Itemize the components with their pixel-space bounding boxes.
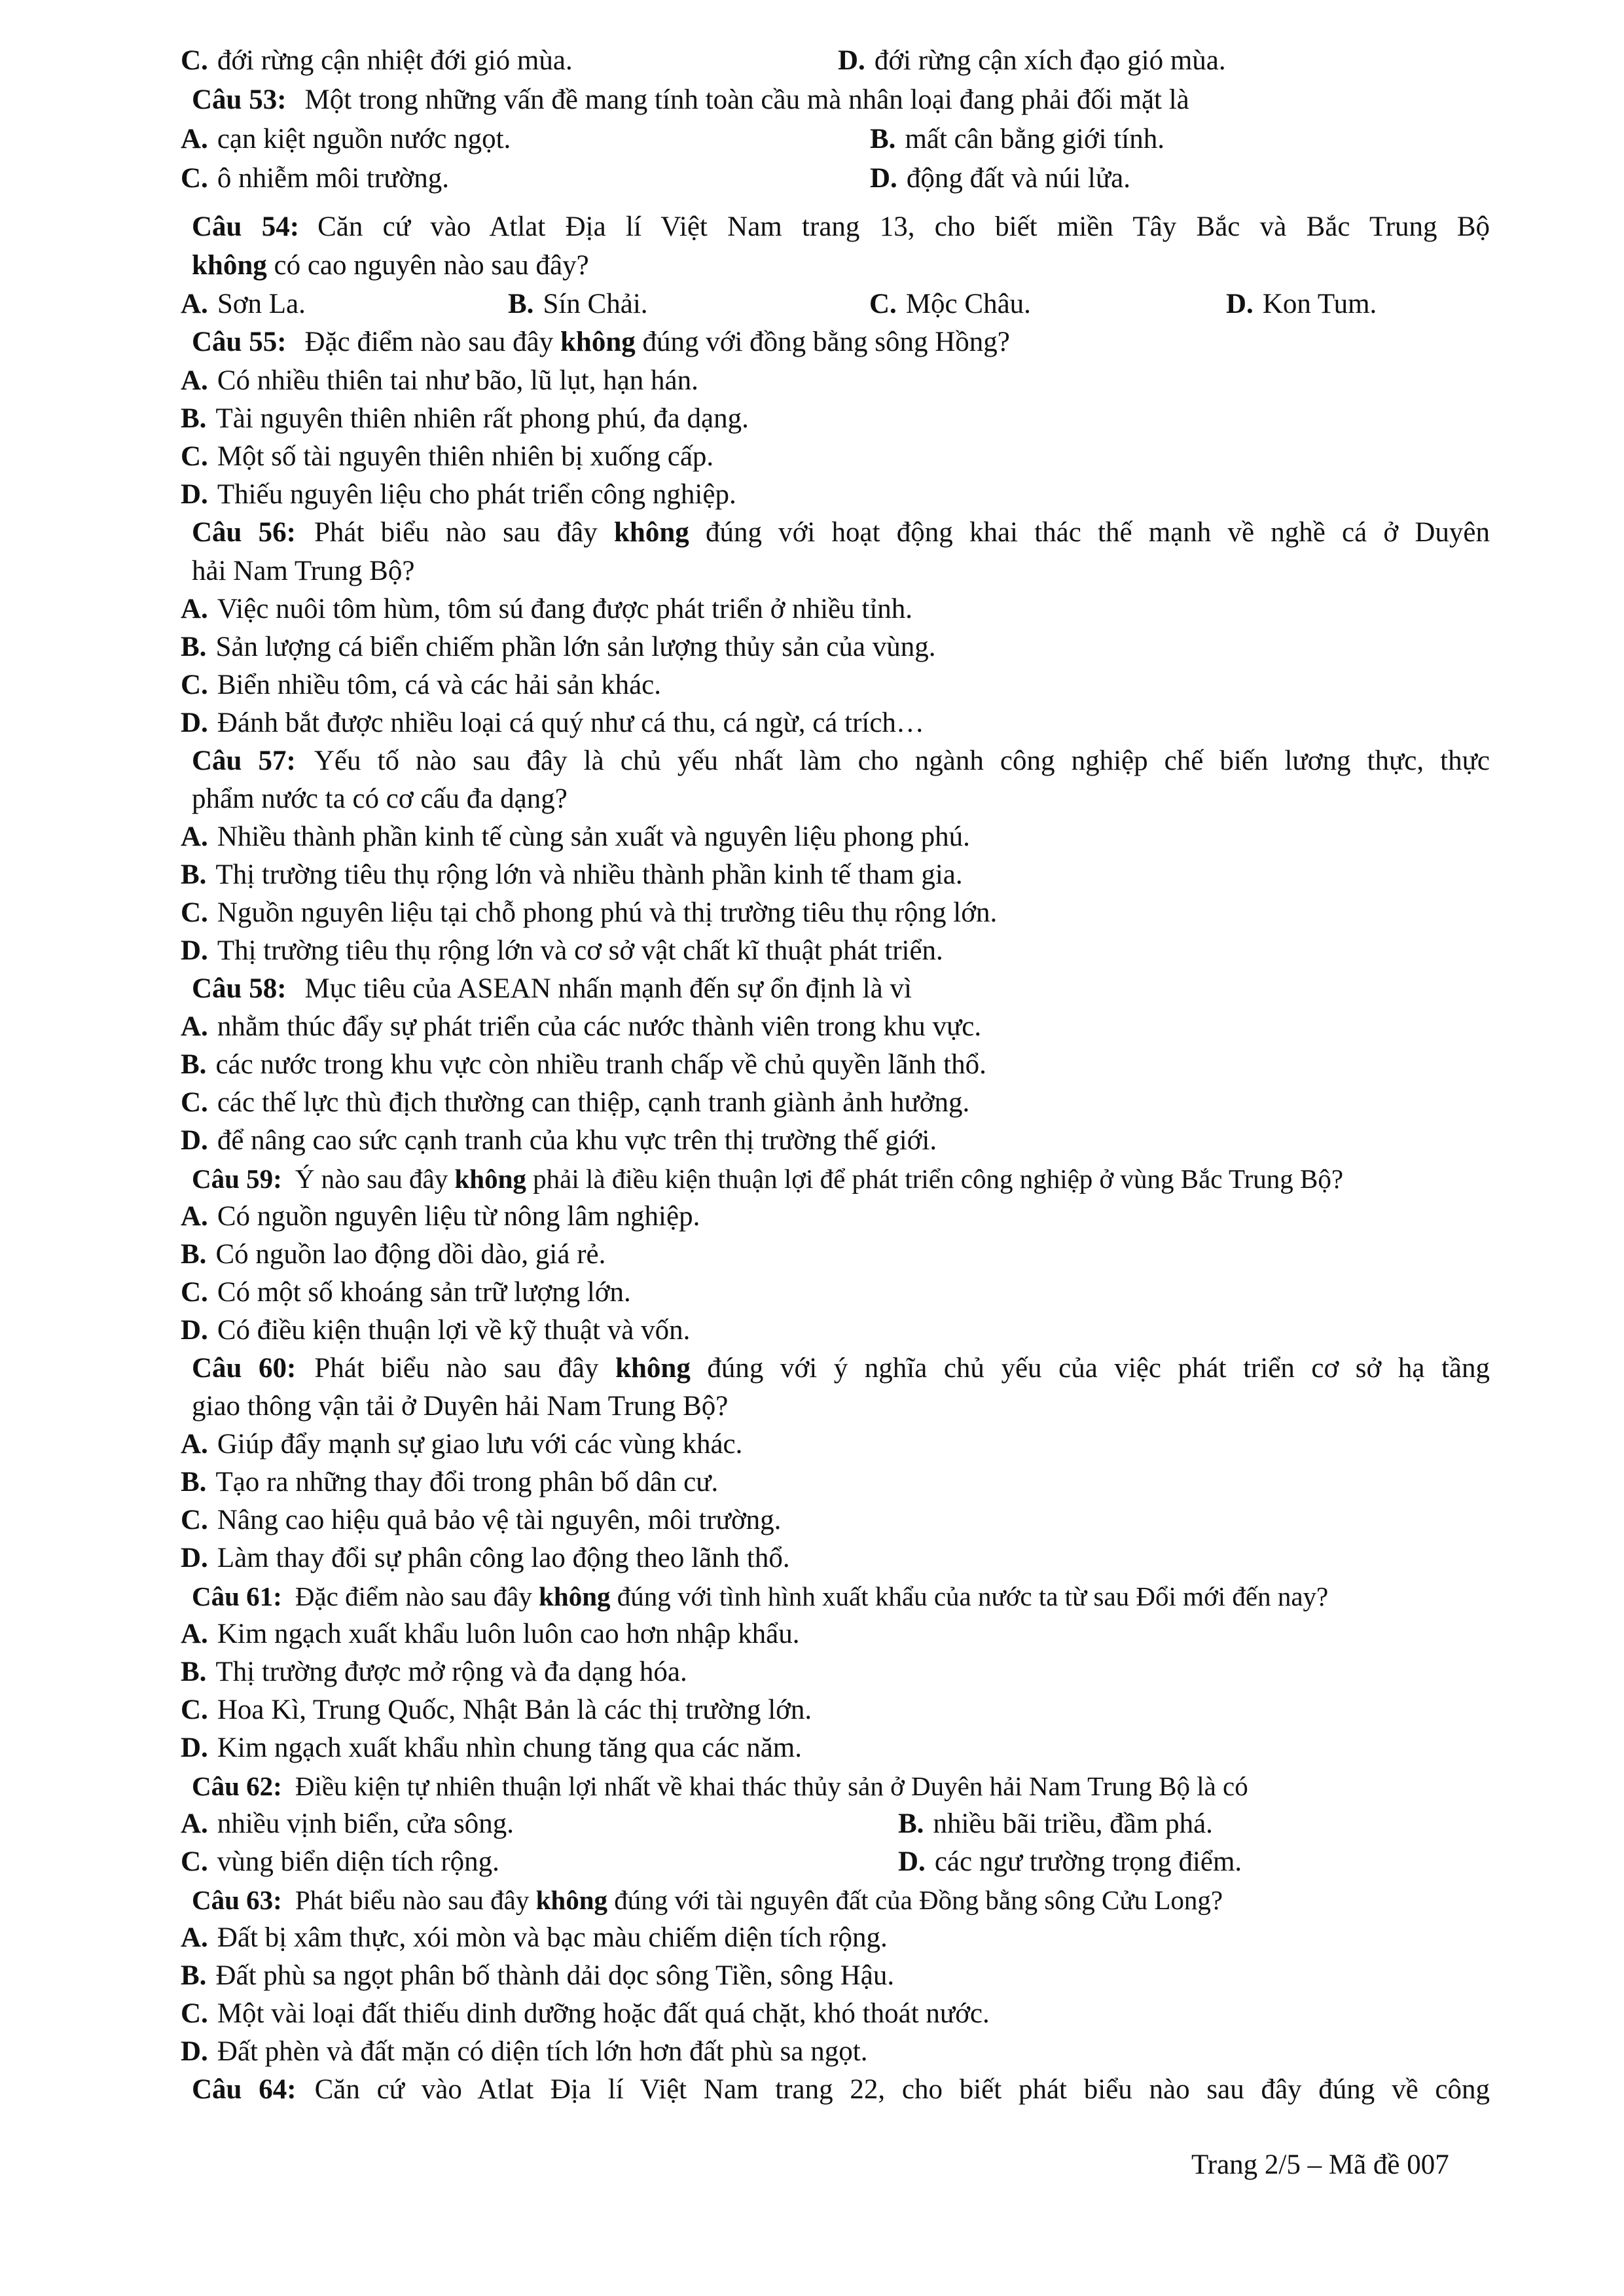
question-57-stem-cont: phẩm nước ta có cơ cấu đa dạng? xyxy=(192,783,568,814)
prev-option-c: C. đới rừng cận nhiệt đới gió mùa. xyxy=(181,45,573,76)
question-55-stem: Câu 55: Đặc điểm nào sau đây không đúng với đồng bằng sông Hồng? xyxy=(192,327,1010,357)
question-58-option-c: C. các thế lực thù địch thường can thiệp, cạnh tranh giành ảnh hưởng. xyxy=(181,1087,970,1118)
question-62-options-row-2 xyxy=(181,1843,1621,1881)
question-63-option-c: C. Một vài loại đất thiếu dinh dưỡng hoặc đất quá chặt, khó thoát nước. xyxy=(181,1998,990,2029)
question-61-stem: Câu 61: Đặc điểm nào sau đây không đúng với tình hình xuất khẩu của nước ta từ sau Đổi mới đến nay? xyxy=(192,1581,1329,1611)
question-60-option-d: D. Làm thay đổi sự phân công lao động theo lãnh thổ. xyxy=(181,1543,790,1573)
question-55-option-b: B. Tài nguyên thiên nhiên rất phong phú, đa dạng. xyxy=(181,403,749,434)
question-54-stem: Câu 54: Căn cứ vào Atlat Địa lí Việt Nam trang 13, cho biết miền Tây Bắc và Bắc Trung Bộ xyxy=(192,211,1490,242)
question-56-option-d: D. Đánh bắt được nhiều loại cá quý như cá thu, cá ngừ, cá trích… xyxy=(181,708,924,738)
question-63-option-b: B. Đất phù sa ngọt phân bố thành dải dọc sông Tiền, sông Hậu. xyxy=(181,1960,895,1991)
option-a: A. cạn kiệt nguồn nước ngọt. xyxy=(181,124,511,154)
option-b: B. Sín Chải. xyxy=(508,289,648,319)
question-60-stem-cont: giao thông vận tải ở Duyên hải Nam Trung Bộ? xyxy=(192,1391,729,1422)
question-63-option-a: A. Đất bị xâm thực, xói mòn và bạc màu chiếm diện tích rộng. xyxy=(181,1922,888,1953)
question-57-stem: Câu 57: Yếu tố nào sau đây là chủ yếu nhất làm cho ngành công nghiệp chế biến lương thực, thực xyxy=(192,745,1490,776)
prev-options-row xyxy=(181,42,1621,80)
question-59-option-d: D. Có điều kiện thuận lợi về kỹ thuật và vốn. xyxy=(181,1315,691,1346)
question-59-option-a: A. Có nguồn nguyên liệu từ nông lâm nghiệp. xyxy=(181,1201,700,1232)
question-57-option-b: B. Thị trường tiêu thụ rộng lớn và nhiều thành phần kinh tế tham gia. xyxy=(181,859,963,890)
question-61-option-a: A. Kim ngạch xuất khẩu luôn luôn cao hơn nhập khẩu. xyxy=(181,1619,800,1649)
question-57-option-c: C. Nguồn nguyên liệu tại chỗ phong phú và thị trường tiêu thụ rộng lớn. xyxy=(181,897,998,928)
question-62-options-row-1 xyxy=(181,1805,1621,1843)
question-58-option-d: D. để nâng cao sức cạnh tranh của khu vực trên thị trường thế giới. xyxy=(181,1125,937,1156)
question-53-options-row-2 xyxy=(181,160,1621,198)
prev-option-d: D. đới rừng cận xích đạo gió mùa. xyxy=(838,45,1226,76)
option-d: D. động đất và núi lửa. xyxy=(870,163,1130,194)
question-53-stem: Câu 53: Một trong những vấn đề mang tính toàn cầu mà nhân loại đang phải đối mặt là xyxy=(192,84,1189,115)
question-63-option-d: D. Đất phèn và đất mặn có diện tích lớn hơn đất phù sa ngọt. xyxy=(181,2036,868,2067)
question-53-options-row-1 xyxy=(181,120,1621,158)
question-56-option-a: A. Việc nuôi tôm hùm, tôm sú đang được phát triển ở nhiều tỉnh. xyxy=(181,594,913,624)
question-55-option-c: C. Một số tài nguyên thiên nhiên bị xuống cấp. xyxy=(181,441,714,472)
question-56-stem-cont: hải Nam Trung Bộ? xyxy=(192,556,415,586)
option-d: D. Kon Tum. xyxy=(1226,289,1377,319)
option-d: D. các ngư trường trọng điểm. xyxy=(898,1846,1242,1877)
question-54-options-row xyxy=(181,285,1621,323)
question-56-option-c: C. Biển nhiều tôm, cá và các hải sản khác. xyxy=(181,670,661,700)
question-57-option-a: A. Nhiều thành phần kinh tế cùng sản xuất và nguyên liệu phong phú. xyxy=(181,821,970,852)
question-64-stem: Câu 64: Căn cứ vào Atlat Địa lí Việt Nam trang 22, cho biết phát biểu nào sau đây đúng về công xyxy=(192,2074,1490,2105)
question-61-option-d: D. Kim ngạch xuất khẩu nhìn chung tăng qua các năm. xyxy=(181,1732,802,1763)
question-58-option-a: A. nhằm thúc đẩy sự phát triển của các nước thành viên trong khu vực. xyxy=(181,1011,982,1042)
question-58-option-b: B. các nước trong khu vực còn nhiều tranh chấp về chủ quyền lãnh thổ. xyxy=(181,1049,986,1080)
question-62-stem: Câu 62: Điều kiện tự nhiên thuận lợi nhất về khai thác thủy sản ở Duyên hải Nam Trung Bộ là có xyxy=(192,1771,1248,1801)
question-60-option-c: C. Nâng cao hiệu quả bảo vệ tài nguyên, môi trường. xyxy=(181,1505,782,1535)
question-59-stem: Câu 59: Ý nào sau đây không phải là điều kiện thuận lợi để phát triển công nghiệp ở vùng Bắc Trung Bộ? xyxy=(192,1164,1344,1194)
option-b: B. mất cân bằng giới tính. xyxy=(870,124,1164,154)
option-c: C. ô nhiễm môi trường. xyxy=(181,163,449,194)
question-59-option-b: B. Có nguồn lao động dồi dào, giá rẻ. xyxy=(181,1239,606,1270)
question-55-option-a: A. Có nhiều thiên tai như bão, lũ lụt, hạn hán. xyxy=(181,365,698,396)
question-60-stem: Câu 60: Phát biểu nào sau đây không đúng với ý nghĩa chủ yếu của việc phát triển cơ sở hạ tầng xyxy=(192,1353,1490,1384)
option-a: A. nhiều vịnh biển, cửa sông. xyxy=(181,1808,514,1839)
option-c: C. Mộc Châu. xyxy=(869,289,1031,319)
question-58-stem: Câu 58: Mục tiêu của ASEAN nhấn mạnh đến sự ổn định là vì xyxy=(192,973,912,1004)
option-c: C. vùng biển diện tích rộng. xyxy=(181,1846,499,1877)
question-61-option-c: C. Hoa Kì, Trung Quốc, Nhật Bản là các thị trường lớn. xyxy=(181,1695,812,1725)
question-59-option-c: C. Có một số khoáng sản trữ lượng lớn. xyxy=(181,1277,631,1308)
question-56-option-b: B. Sản lượng cá biển chiếm phần lớn sản lượng thủy sản của vùng. xyxy=(181,632,936,662)
question-57-option-d: D. Thị trường tiêu thụ rộng lớn và cơ sở vật chất kĩ thuật phát triển. xyxy=(181,935,943,966)
question-54-stem-cont: không có cao nguyên nào sau đây? xyxy=(192,250,589,281)
page-footer: Trang 2/5 – Mã đề 007 xyxy=(1191,2149,1449,2180)
question-55-option-d: D. Thiếu nguyên liệu cho phát triển công nghiệp. xyxy=(181,479,736,510)
option-a: A. Sơn La. xyxy=(181,289,306,319)
question-60-option-a: A. Giúp đẩy mạnh sự giao lưu với các vùng khác. xyxy=(181,1429,743,1460)
question-56-stem: Câu 56: Phát biểu nào sau đây không đúng với hoạt động khai thác thế mạnh về nghề cá ở Duyên xyxy=(192,517,1490,548)
option-b: B. nhiều bãi triều, đầm phá. xyxy=(898,1808,1213,1839)
question-61-option-b: B. Thị trường được mở rộng và đa dạng hóa. xyxy=(181,1657,687,1687)
question-63-stem: Câu 63: Phát biểu nào sau đây không đúng với tài nguyên đất của Đồng bằng sông Cửu Long? xyxy=(192,1885,1223,1915)
question-60-option-b: B. Tạo ra những thay đổi trong phân bố dân cư. xyxy=(181,1467,719,1498)
